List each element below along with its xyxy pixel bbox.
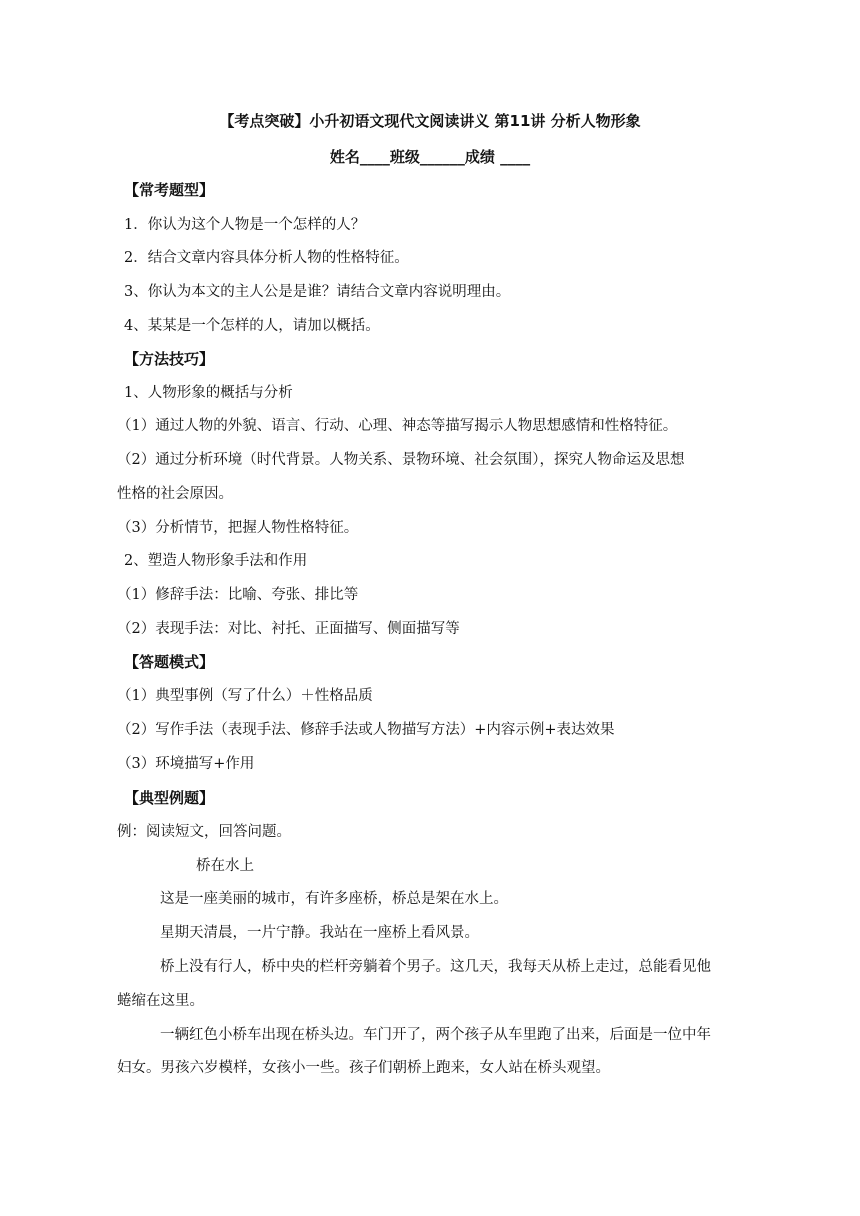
method-item: （3）分析情节，把握人物性格特征。 <box>117 520 359 536</box>
answer-pattern-item: （3）环境描写+作用 <box>117 756 255 772</box>
method-part-title: 2、塑造人物形象手法和作用 <box>124 553 308 569</box>
question-type-item: 1．你认为这个人物是一个怎样的人？ <box>124 217 366 233</box>
story-paragraph: 星期天清晨，一片宁静。我站在一座桥上看风景。 <box>160 925 479 941</box>
student-info-line: 姓名____班级______成绩 ____ <box>329 148 531 166</box>
method-item: （2）通过分析环境（时代背景。人物关系、景物环境、社会氛围），探究人物命运及思想 <box>117 452 685 468</box>
section-heading-methods: 【方法技巧】 <box>124 350 215 368</box>
answer-pattern-item: （2）写作手法（表现手法、修辞手法或人物描写方法）+内容示例+表达效果 <box>117 722 615 738</box>
method-item: （2）表现手法：对比、衬托、正面描写、侧面描写等 <box>117 621 460 637</box>
question-type-item: 4、某某是一个怎样的人，请加以概括。 <box>124 318 380 334</box>
answer-pattern-item: （1）典型事例（写了什么）＋性格品质 <box>117 688 373 704</box>
story-paragraph: 这是一座美丽的城市，有许多座桥，桥总是架在水上。 <box>160 891 508 907</box>
question-type-item: 3、你认为本文的主人公是是谁？请结合文章内容说明理由。 <box>124 284 511 300</box>
story-paragraph: 桥上没有行人，桥中央的栏杆旁躺着个男子。这几天，我每天从桥上走过，总能看见他 <box>160 959 711 975</box>
question-type-item: 2．结合文章内容具体分析人物的性格特征。 <box>124 250 409 266</box>
example-intro: 例：阅读短文，回答问题。 <box>117 824 291 840</box>
method-part-title: 1、人物形象的概括与分析 <box>124 385 293 401</box>
story-paragraph-continued: 妇女。男孩六岁模样，女孩小一些。孩子们朝桥上跑来，女人站在桥头观望。 <box>117 1060 610 1076</box>
story-title: 桥在水上 <box>196 858 254 874</box>
section-heading-examples: 【典型例题】 <box>124 789 215 807</box>
story-paragraph-continued: 蜷缩在这里。 <box>117 993 204 1009</box>
method-item: （1）通过人物的外貌、语言、行动、心理、神态等描写揭示人物思想感情和性格特征。 <box>117 418 678 434</box>
section-heading-answer-patterns: 【答题模式】 <box>124 653 215 671</box>
method-item: （1）修辞手法：比喻、夸张、排比等 <box>117 587 359 603</box>
section-heading-common-types: 【常考题型】 <box>124 181 215 199</box>
story-paragraph: 一辆红色小桥车出现在桥头边。车门开了，两个孩子从车里跑了出来，后面是一位中年 <box>160 1027 711 1043</box>
document-title: 【考点突破】小升初语文现代文阅读讲义 第11讲 分析人物形象 <box>219 112 641 130</box>
method-item-continued: 性格的社会原因。 <box>117 486 233 502</box>
